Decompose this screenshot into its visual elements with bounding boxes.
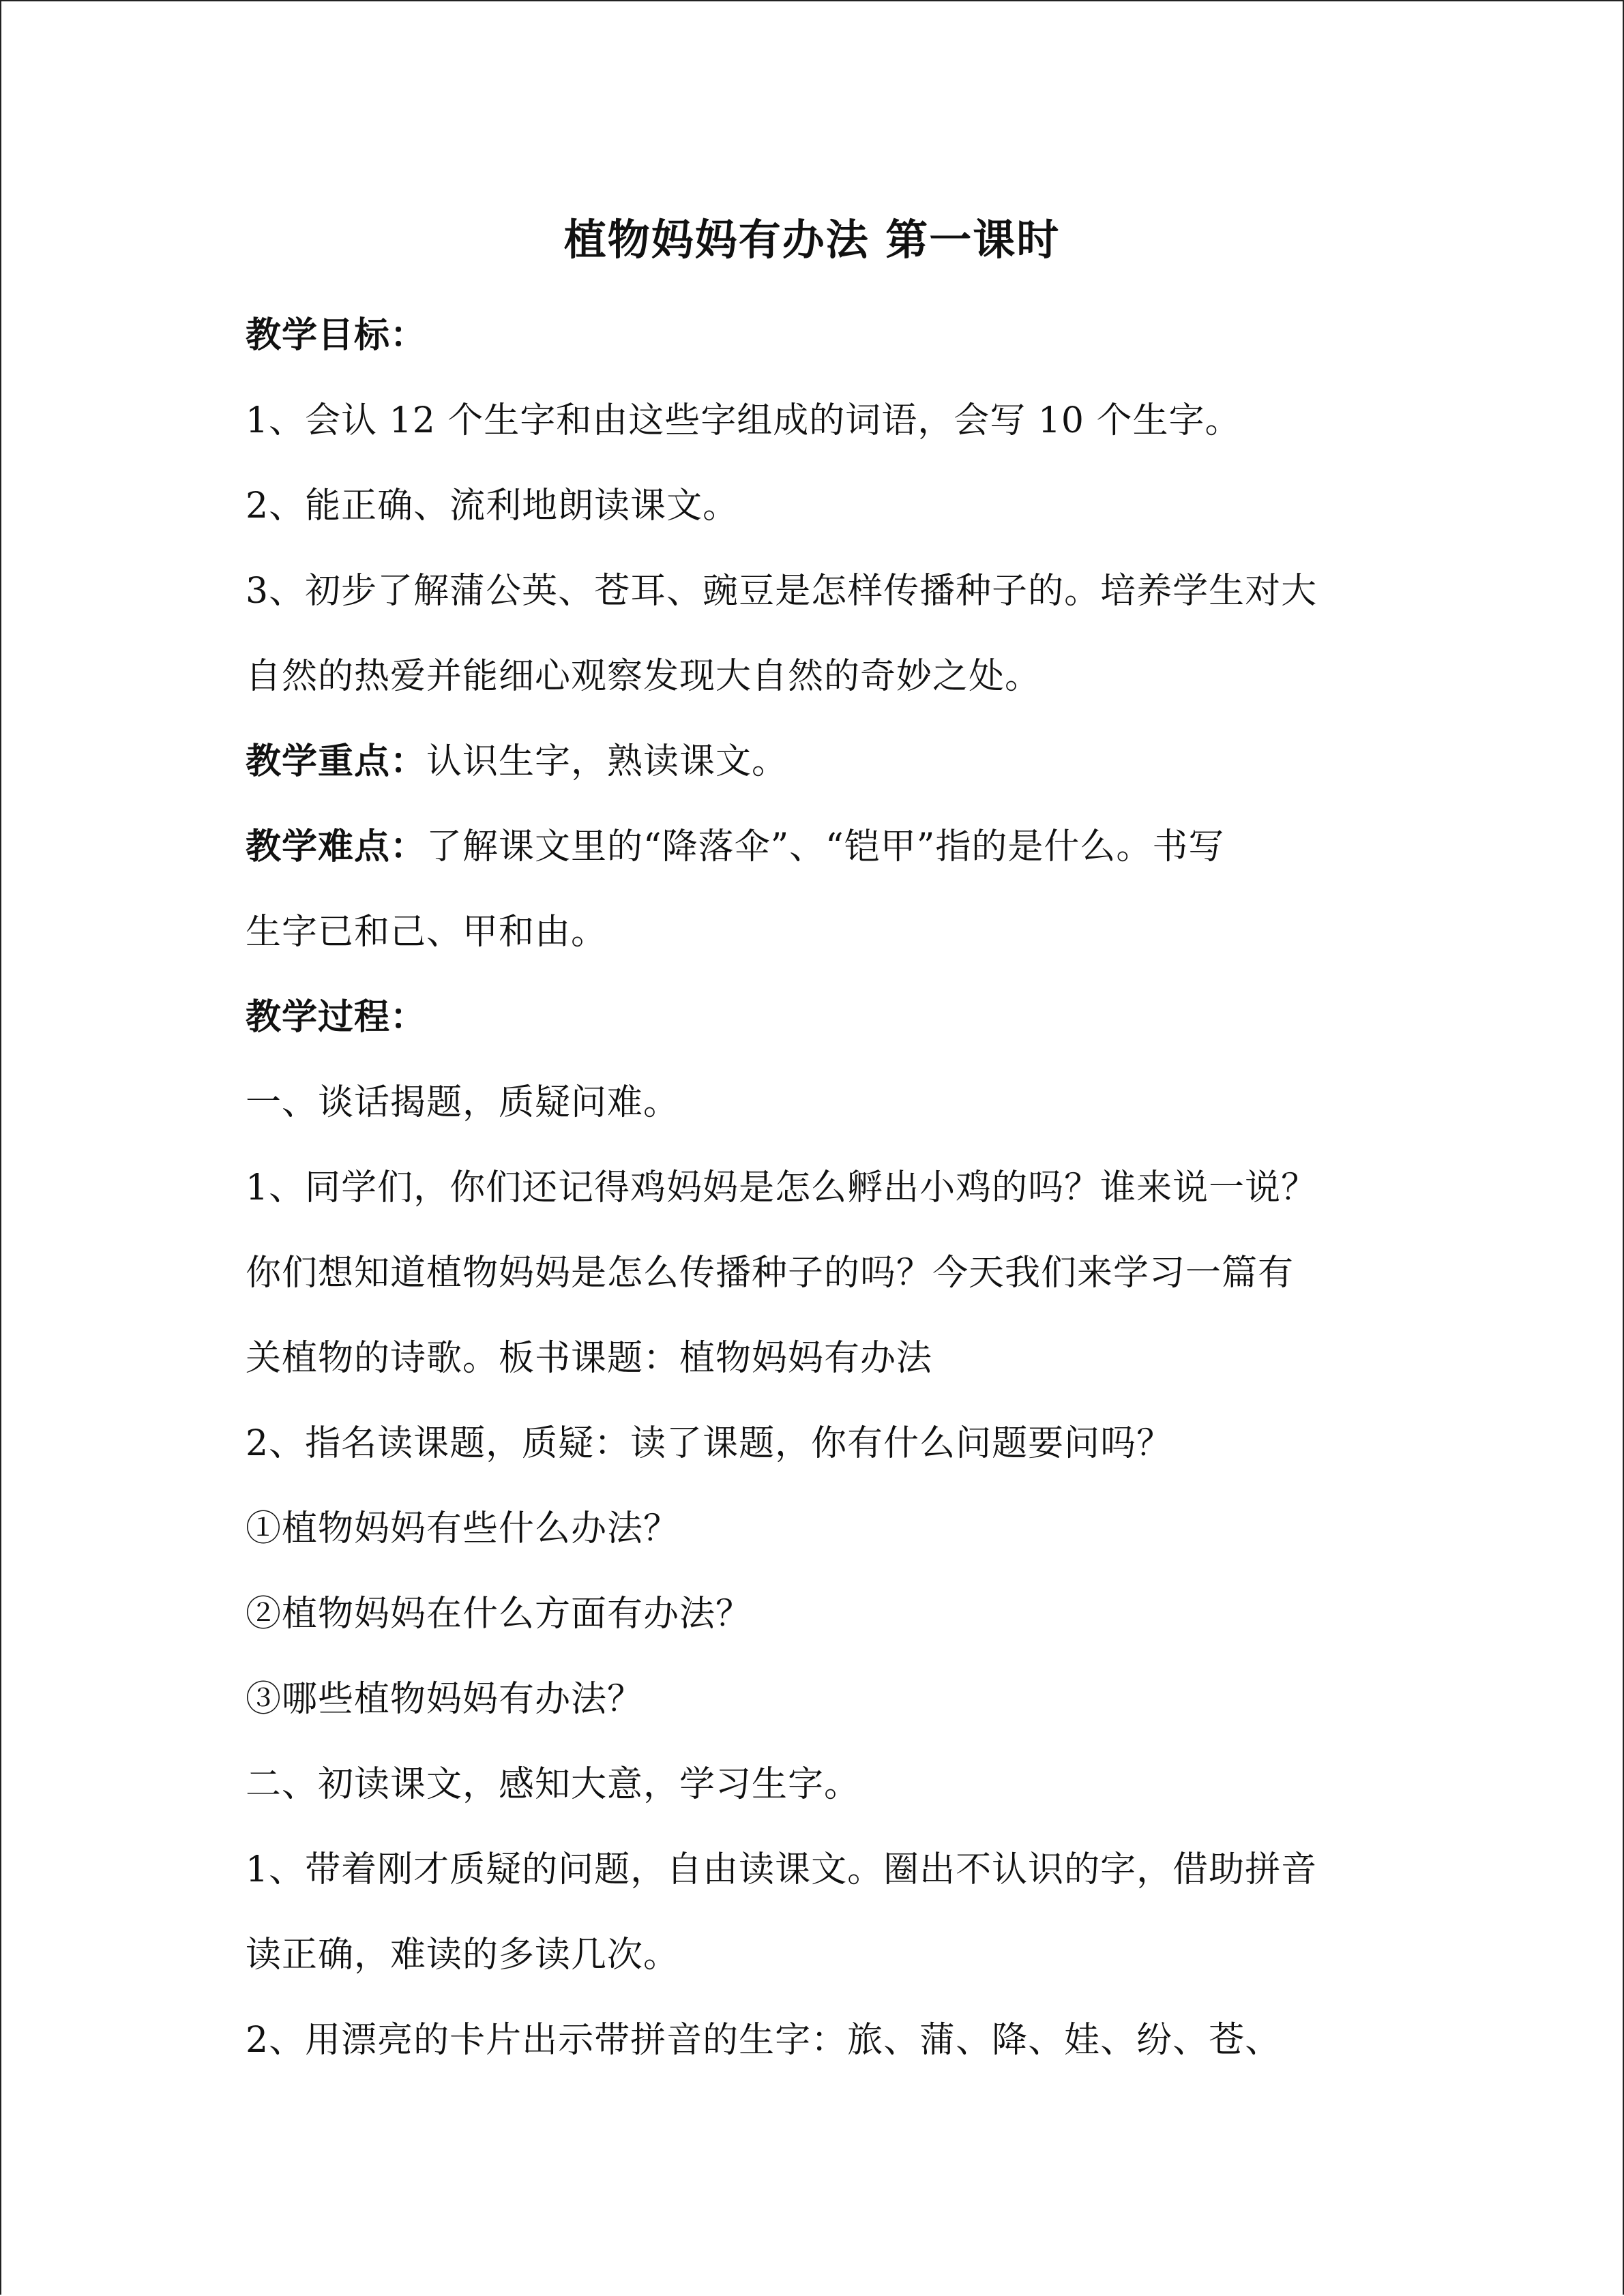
process-heading: 教学过程：	[246, 997, 427, 1038]
difficulty-line-1	[246, 805, 1391, 890]
difficulty-text: 了解课文里的“降落伞”、“铠甲”指的是什么。书写	[426, 826, 1225, 867]
difficulty-label: 教学难点：	[246, 826, 427, 867]
section-1-heading: 一、谈话揭题，质疑问难。	[246, 1082, 680, 1123]
key-point-label: 教学重点：	[246, 741, 427, 782]
section-1-item-1-line-3: 关植物的诗歌。板书课题：植物妈妈有办法	[246, 1338, 933, 1379]
goals-heading: 教学目标：	[246, 315, 427, 356]
difficulty-line-2: 生字已和己、甲和由。	[246, 912, 608, 953]
goal-2: 2、能正确、流利地朗读课文。	[246, 486, 739, 526]
goal-3-line-1: 3、初步了解蒲公英、苍耳、豌豆是怎样传播种子的。培养学生对大	[246, 571, 1318, 612]
section-1-item-1-line-2: 你们想知道植物妈妈是怎么传播种子的吗？今天我们来学习一篇有	[246, 1253, 1295, 1294]
section-2-item-2-line-1: 2、用漂亮的卡片出示带拼音的生字：旅、蒲、降、娃、纷、苍、	[246, 2020, 1282, 2061]
question-2: ②植物妈妈在什么方面有办法？	[246, 1594, 752, 1635]
goal-3-line-2: 自然的热爱并能细心观察发现大自然的奇妙之处。	[246, 656, 1042, 697]
section-2-item-1-line-1: 1、带着刚才质疑的问题，自由读课文。圈出不认识的字，借助拼音	[246, 1849, 1318, 1890]
section-2-item-1-line-2: 读正确，难读的多读几次。	[246, 1935, 680, 1976]
document-body	[246, 293, 1391, 2083]
document-title: 植物妈妈有办法 第一课时	[563, 215, 1061, 265]
section-1-item-1-line-1: 1、同学们，你们还记得鸡妈妈是怎么孵出小鸡的吗？谁来说一说？	[246, 1167, 1318, 1208]
key-point-text: 认识生字，熟读课文。	[426, 741, 788, 782]
question-1: ①植物妈妈有些什么办法？	[246, 1508, 680, 1549]
section-2-heading: 二、初读课文，感知大意，学习生字。	[246, 1764, 861, 1805]
question-3: ③哪些植物妈妈有办法？	[246, 1679, 644, 1720]
goal-1: 1、会认 12 个生字和由这些字组成的词语，会写 10 个生字。	[246, 400, 1241, 441]
key-point-line	[246, 719, 1391, 805]
section-1-item-2: 2、指名读课题，质疑：读了课题，你有什么问题要问吗？	[246, 1423, 1173, 1464]
